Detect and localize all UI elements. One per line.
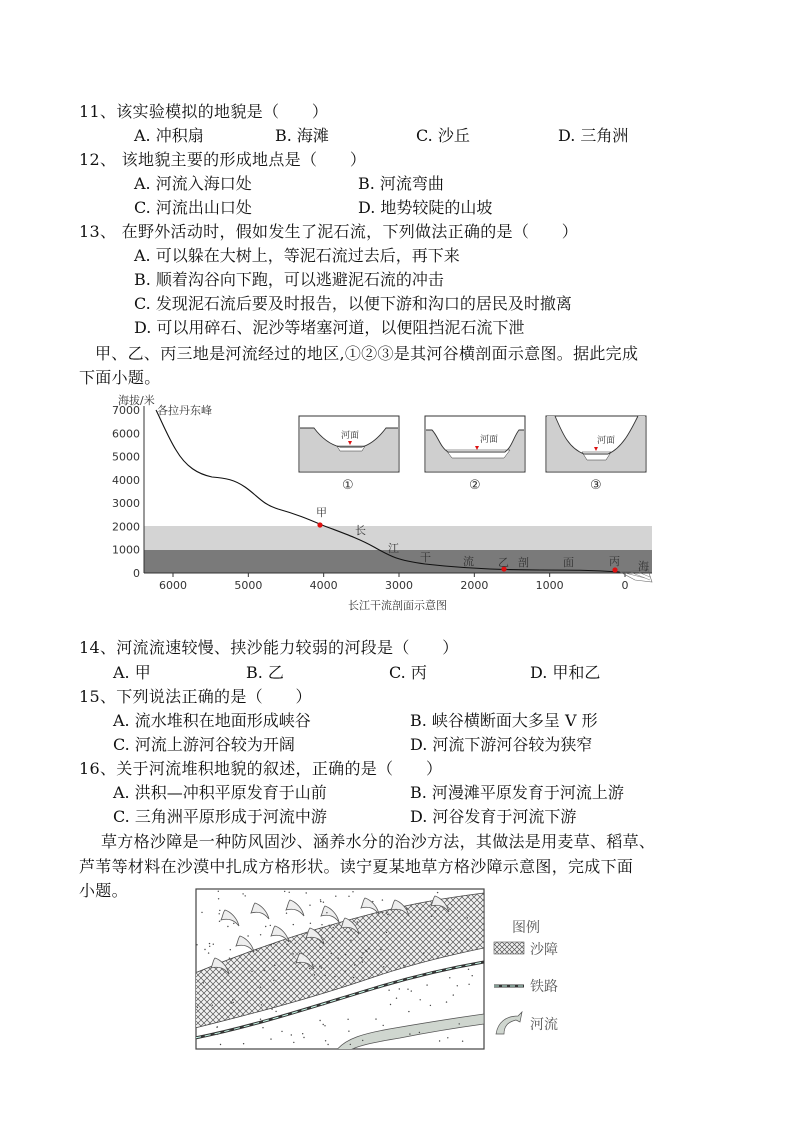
sand-dot [209,946,210,947]
sand-dot [197,1007,198,1008]
q12-option-a: A. 河流入海口处 [134,174,252,193]
intro2-line1: 草方格沙障是一种防风固沙、涵养水分的治沙方法，其做法是用麦草、稻草、 [101,832,656,851]
sand-dot [325,1040,326,1041]
valley2-water-label: 河面 [480,435,499,445]
sand-dot [451,904,452,905]
sand-dot [284,891,285,892]
sand-dot [447,953,448,954]
sand-dot [332,936,333,937]
q13-option-b: B. 顺着沟谷向下跑，可以逃避泥石流的冲击 [134,270,444,289]
sand-dot [208,952,209,953]
sand-dot [238,1009,239,1010]
label-bing: 丙 [609,555,620,568]
sand-dot [327,1044,328,1045]
q14-option-c: C. 丙 [389,663,427,682]
sand-dot [275,1011,276,1012]
figure1-caption: 长江干流剖面示意图 [348,599,447,612]
legend-railway-label: 铁路 [530,979,558,995]
sand-dot [309,905,310,906]
river-char-2: 江 [388,542,399,555]
legend-barrier-label: 沙障 [530,942,558,958]
q13-option-a: A. 可以躲在大树上，等泥石流过去后，再下来 [134,246,460,265]
sand-dot [243,1043,244,1044]
sand-dot [321,967,322,968]
sand-dot [388,990,389,991]
sand-dot [366,951,367,952]
sand-dot [337,958,338,959]
sand-dot [270,925,271,926]
sand-dot [302,1033,303,1034]
q16-option-c: C. 三角洲平原形成于河流中游 [113,807,327,826]
sand-dot [449,977,450,978]
sand-barrier-legend [492,912,582,1042]
sand-dot [353,977,354,978]
x-tick-label: 5000 [234,579,263,592]
sand-dot [219,910,220,911]
sand-dot [408,1011,409,1012]
sand-dot [357,921,358,922]
sand-dot [430,1005,431,1006]
q15-option-c: C. 河流上游河谷较为开阔 [113,735,295,754]
sand-dot [347,1019,348,1020]
sand-dot [293,924,294,925]
sand-dot [251,971,252,972]
sand-dot [390,1004,391,1005]
point-bing [612,567,617,572]
sand-dot [320,947,321,948]
sand-dot [310,923,311,924]
sand-dot [468,969,469,970]
sand-dot [218,898,219,899]
x-tick-label: 6000 [159,579,187,592]
x-tick-label: 1000 [535,579,564,592]
sand-dot [319,966,320,967]
sand-dot [203,982,204,983]
label-yi: 乙 [498,556,509,569]
sand-dot [295,943,296,944]
sand-barrier-figure [195,888,490,1052]
sand-dot [201,912,202,913]
y-tick-label: 0 [133,567,140,580]
sand-dot [453,994,454,995]
sand-dot [420,999,421,1000]
river-char-5: 剖 [518,556,529,569]
sand-dot [472,975,473,976]
y-tick-label: 7000 [112,404,140,417]
sand-dot [247,991,248,992]
sand-dot [375,1018,376,1019]
point-jia [317,522,322,527]
sand-dot [380,949,381,950]
sand-dot [320,901,321,902]
sand-dot [247,935,248,936]
sand-dot [232,999,233,1000]
sand-dot [219,921,220,922]
sand-dot [448,942,449,943]
q12-option-d: D. 地势较陡的山坡 [358,198,493,217]
valley1-water-label: 河面 [341,431,360,441]
sand-dot [435,910,436,911]
sand-dot [431,916,432,917]
sand-dot [218,891,219,892]
q13-stem: 13、 在野外活动时，假如发生了泥石流，下列做法正确的是（ ） [79,222,579,241]
y-tick-label: 6000 [112,427,140,441]
sand-dot [407,989,408,990]
intro1-line2: 下面小题。 [79,368,161,387]
valley-section-2 [425,416,525,493]
sand-dot [326,912,327,913]
sand-dot [323,902,324,903]
valley3-water-label: 河面 [597,436,616,446]
sand-dot [336,998,337,999]
sand-dot [264,970,265,971]
q13-option-c: C. 发现泥石流后要及时报告，以便下游和沟口的居民及时撤离 [134,294,572,313]
sand-dot [261,1004,262,1005]
sand-dot [399,988,400,989]
sand-dot [271,944,272,945]
sand-dot [459,1023,460,1024]
sand-dot [333,927,334,928]
sand-dot [411,990,412,991]
label-jia: 甲 [316,506,327,519]
sand-dot [289,892,290,893]
sand-dot [319,1020,320,1021]
sand-dot [354,964,355,965]
sand-dot [281,1031,282,1032]
sand-dot [265,926,266,927]
sand-dot [386,932,387,933]
sand-dot [396,998,397,999]
sand-dot [219,913,220,914]
river-char-3: 干 [420,551,431,564]
sand-dot [274,965,275,966]
sand-dot [270,1038,271,1039]
sand-dot [468,984,469,985]
legend-river-label: 河流 [530,1017,558,1033]
sand-dot [323,1024,324,1025]
sand-dot [361,957,362,958]
q11-option-c: C. 沙丘 [416,126,470,145]
sand-dot [323,957,324,958]
valley2-number: ② [469,478,481,493]
sand-dot [365,950,366,951]
sand-dot [362,1040,363,1041]
sand-dot [242,893,243,894]
sand-dot [196,944,197,945]
valley3-number: ③ [590,478,602,493]
sand-dot [260,987,261,988]
sand-dot [372,901,373,902]
sand-dot [292,953,293,954]
sand-dot [352,891,353,892]
x-tick-label: 0 [621,579,629,592]
sand-dot [406,908,407,909]
sand-dot [423,952,424,953]
river-char-4: 流 [463,555,474,568]
q15-option-b: B. 峡谷横断面大多呈 V 形 [410,711,598,730]
sand-dot [446,1001,447,1002]
x-tick-label: 3000 [385,579,413,592]
sand-dot [386,912,387,913]
sand-dot [362,952,363,953]
sand-dot [320,899,321,900]
sand-dot [233,1002,234,1003]
q11-option-d: D. 三角洲 [558,126,629,145]
sand-dot [233,923,234,924]
sand-dot [382,912,383,913]
sand-dot [260,1019,261,1020]
q12-option-b: B. 河流弯曲 [358,174,444,193]
x-tick-label: 2000 [460,579,489,592]
sand-dot [229,1029,230,1030]
q15-stem: 15、下列说法正确的是（ ） [79,687,312,706]
sand-dot [347,931,348,932]
q14-option-b: B. 乙 [246,663,284,682]
sand-dot [262,1027,263,1028]
river-char-1: 长 [355,524,366,537]
sand-dot [212,1005,213,1006]
sand-dot [331,953,332,954]
sand-dot [220,1044,221,1045]
sand-dot [345,954,346,955]
q15-option-a: A. 流水堆积在地面形成峡谷 [113,711,311,730]
sand-dot [286,913,287,914]
sand-dot [368,948,369,949]
sand-dot [303,1037,304,1038]
sand-dot [209,943,210,944]
x-tick-label: 4000 [309,579,338,592]
sand-dot [231,1002,232,1003]
sand-dot [217,1034,218,1035]
legend-barrier-swatch [494,942,524,954]
sand-dot [256,950,257,951]
q14-option-d: D. 甲和乙 [530,663,601,682]
sand-dot [245,895,246,896]
sand-dot [426,984,427,985]
peak-label: 各拉丹东峰 [157,404,212,417]
y-tick-label: 3000 [112,497,140,511]
q11-stem: 11、该实验模拟的地貌是（ ） [79,102,329,121]
sand-dot [467,939,468,940]
sand-dot [293,1042,294,1043]
sand-dot [462,1041,463,1042]
sand-dot [291,1034,292,1035]
sand-dot [409,1033,410,1034]
sand-dot [419,1032,420,1033]
sand-dot [403,965,404,966]
sand-dot [321,924,322,925]
sand-dot [271,1008,272,1009]
sand-dot [383,1025,384,1026]
sand-dot [383,966,384,967]
sand-dot [230,949,231,950]
sand-dot [306,892,307,893]
legend-river-swatch [496,1012,522,1034]
q11-option-b: B. 海滩 [275,126,329,145]
sea-label: 海 [638,560,649,573]
sand-dot [457,985,458,986]
sand-dot [447,1037,448,1038]
sand-dot [260,934,261,935]
valley1-number: ① [342,478,354,493]
y-tick-label: 1000 [112,543,140,557]
sand-dot [213,944,214,945]
sand-dot [345,971,346,972]
sand-dot [324,1025,325,1026]
sand-dot [230,1013,231,1014]
valley-section-1 [299,416,399,493]
q15-option-d: D. 河流下游河谷较为狭窄 [410,735,593,754]
sand-dot [229,958,230,959]
q16-option-d: D. 河谷发育于河流下游 [410,807,577,826]
q11-option-a: A. 冲积扇 [134,126,204,145]
sand-dot [336,924,337,925]
sand-dot [309,968,310,969]
sand-dot [314,974,315,975]
q14-option-a: A. 甲 [113,663,151,682]
y-tick-label: 4000 [112,473,140,487]
sand-dot [467,917,468,918]
valley-section-3 [546,416,646,493]
y-tick-label: 5000 [112,450,140,464]
river-char-6: 面 [563,556,574,569]
sand-dot [323,1004,324,1005]
intro1-line1: 甲、乙、丙三地是河流经过的地区,①②③是其河谷横剖面示意图。据此完成 [95,344,639,363]
sand-dot [382,899,383,900]
sand-dot [334,976,335,977]
sand-dot [362,961,363,962]
sand-dot [273,980,274,981]
q16-option-b: B. 河漫滩平原发育于河流上游 [410,783,624,802]
y-tick-label: 2000 [112,520,140,534]
sand-dot [348,896,349,897]
sand-dot [273,943,274,944]
y-axis-title: 海拔/米 [118,394,155,407]
sand-dot [437,892,438,893]
sand-dot [216,1027,217,1028]
sand-dot [387,914,388,915]
q12-option-c: C. 河流出山口处 [134,198,252,217]
sand-dot [450,929,451,930]
intro2-line2: 芦苇等材料在沙漠中扎成方格形状。读宁夏某地草方格沙障示意图，完成下面 [79,857,634,876]
sand-dot [227,926,228,927]
sand-dot [329,925,330,926]
q13-option-d: D. 可以用碎石、泥沙等堵塞河道，以便阻挡泥石流下泄 [134,318,525,337]
sand-dot [287,944,288,945]
sand-dot [289,940,290,941]
intro2-line3: 小题。 [79,881,128,900]
yangtze-profile-figure [100,392,670,617]
q12-stem: 12、 该地貌主要的形成地点是（ ） [79,150,367,169]
sand-dot [204,949,205,950]
sand-dot [350,1044,351,1045]
sand-dot [439,1040,440,1041]
sand-dot [350,940,351,941]
q14-stem: 14、河流流速较慢、挟沙能力较弱的河段是（ ） [79,638,459,657]
legend-title-text: 图例 [512,920,540,936]
sand-dot [348,1031,349,1032]
sand-dot [324,975,325,976]
sand-dot [420,909,421,910]
q16-option-a: A. 洪积—冲积平原发育于山前 [113,783,327,802]
q16-stem: 16、关于河流堆积地貌的叙述，正确的是（ ） [79,759,443,778]
sand-dot [335,896,336,897]
